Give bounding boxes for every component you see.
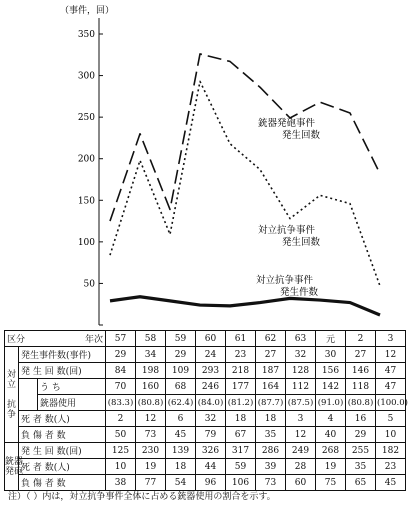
y-tick-label: 200 [77,154,95,165]
table-row: 発 生 回 数(回) 84 198 109 293 218 187 128 156 146 47 [5,363,406,379]
y-tick-label: 250 [77,113,95,124]
year-cell: 61 [226,331,256,347]
y-tick-label: 350 [77,30,95,40]
row-label: 銃器使用 [38,395,106,411]
table-row: 死 者 数(人) 2 12 6 32 18 18 3 4 16 5 [5,411,406,427]
data-table [4,330,406,491]
header-row [5,331,406,347]
series-label: 発生回数 [282,130,321,141]
corner-cell [5,331,106,347]
group-label-taisho: 対 立 抗 争 [5,347,19,443]
year-cell: 60 [196,331,226,347]
y-tick-label: 100 [77,237,95,248]
table-row: 負 傷 者 数 38 77 54 96 106 73 60 75 65 45 [5,475,406,491]
table-row: 死 者 数(人) 10 19 18 44 59 39 28 19 35 23 [5,459,406,475]
table-row: 対 立 抗 争 発生事件数(事件) 29 34 29 24 23 27 32 30 27 12 [5,347,406,363]
year-cell: 3 [376,331,406,347]
series-label: 銃器発砲事件 [258,118,316,129]
series-line-0 [110,54,380,221]
row-label: 発 生 回 数(回) [19,443,106,459]
table-row: 銃器使用 (83.3) (80.8) (62.4) (84.0) (81.2) (87.7) (87.5) (91.0) (80.8) (100.0) [5,395,406,411]
group-label-juki: 銃器 発砲 [5,443,19,491]
series-label: 対立抗争事件 [258,225,316,236]
corner-left: 区分 [7,335,26,345]
year-cell: 57 [106,331,136,347]
table-row: う ち 70 160 68 246 177 164 112 142 118 47 [5,379,406,395]
row-label: 負 傷 者 数 [19,475,106,491]
footnote: 注）（ ）内は，対立抗争事件全体に占める銃器使用の割合を示す。 [8,492,276,502]
y-tick-label: 150 [77,196,95,207]
year-cell: 63 [286,331,316,347]
row-label: う ち [38,379,106,395]
year-cell: 59 [166,331,196,347]
y-tick-label: 300 [77,71,95,82]
year-cell: 58 [136,331,166,347]
row-label: 負 傷 者 数 [19,427,106,443]
y-tick-label: 50 [83,279,95,290]
year-cell: 62 [256,331,286,347]
corner-right: 年次 [84,335,103,345]
series-label: 対立抗争事件 [256,275,314,286]
series-label: 発生件数 [280,287,319,298]
table-row: 負 傷 者 数 50 73 45 79 67 35 12 40 29 10 [5,427,406,443]
row-label: 死 者 数(人) [19,459,106,475]
series-line-1 [110,81,380,286]
year-cell: 元 [316,331,346,347]
row-label: 死 者 数(人) [19,411,106,427]
y-axis-unit: （事件，回） [60,6,115,16]
row-label: 発生事件数(事件) [19,347,106,363]
series-label: 発生回数 [282,237,321,248]
series-line-2 [110,297,380,315]
spacer-cell [19,379,38,395]
table-row: 銃器 発砲 発 生 回 数(回) 125 230 139 326 317 286 249 268 255 182 [5,443,406,459]
year-cell: 2 [346,331,376,347]
spacer-cell [19,395,38,411]
row-label: 発 生 回 数(回) [19,363,106,379]
